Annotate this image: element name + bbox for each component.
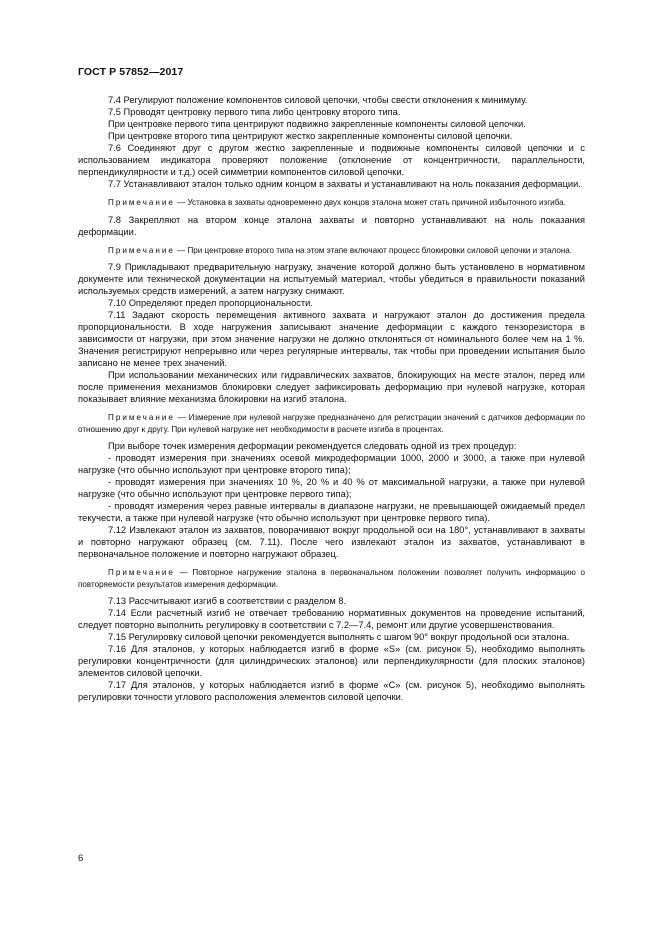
note-text: — При центровке второго типа на этом этапе включают процесс блокировки силовой цепочки и эталона.	[177, 245, 573, 255]
paragraph	[78, 643, 585, 679]
paragraph-text: Рассчитывают изгиб в соответствии с разделом 8.	[128, 596, 347, 606]
document-body	[78, 94, 585, 703]
paragraph-text: При центровке первого типа центрируют подвижно закрепленные компоненты силовой цепочки.	[108, 119, 526, 129]
paragraph	[78, 369, 585, 405]
paragraph-text: Проводят центровку первого типа либо центровку второго типа.	[123, 107, 401, 117]
note-label: Примечание	[108, 413, 175, 422]
paragraph-text: Извлекают эталон из захватов, поворачивают вокруг продольной оси на 180°, устанавливают в захваты и повторно нагружают образец (см. 7.11). После чего извлекают эталон из захватов, устанавливают в первоначальное положение и повторно нагружают образец.	[78, 525, 585, 559]
note	[78, 412, 585, 435]
paragraph-text: Задают скорость перемещения активного захвата и нагружают эталон до достижения предела пропорциональности. В ходе нагружения записывают значение деформации с каждого тензорезистора в зависимости от нагрузки, при этом значение нагрузки не должно отклоняться от номинального более чем на 1 %. Значения регистрируют непрерывно или через регулярные интервалы, так чтобы при проведении испытания было записано не менее трех значений.	[78, 310, 585, 368]
paragraph-text: При использовании механических или гидравлических захватов, блокирующих на месте эталон, перед или после применения механизмов блокировки следует зафиксировать деформацию при нулевой нагрузке, которая показывает влияние механизма блокировки на изгиб эталона.	[78, 370, 585, 404]
paragraph	[78, 118, 585, 130]
paragraph-text: - проводят измерения при значениях 10 %, 20 % и 40 % от максимальной нагрузки, а также при нулевой нагрузке (что обычно используют при центровке первого типа);	[78, 477, 585, 499]
paragraph-text: Прикладывают предварительную нагрузку, значение которой должно быть установлено в нормативном документе или технической документации на испытуемый материал, чтобы убедиться в правильности показаний используемых средств измерений, а затем нагрузку снимают.	[78, 262, 585, 296]
page-number: 6	[78, 853, 84, 864]
note-label: Примечание	[108, 198, 175, 207]
clause-number: 7.16	[108, 644, 127, 654]
paragraph	[78, 679, 585, 703]
clause-number: 7.14	[108, 608, 127, 618]
paragraph	[78, 607, 585, 631]
paragraph-text: Устанавливают эталон только одним концом в захваты и устанавливают на ноль показания деформации.	[123, 179, 581, 189]
list-item	[78, 476, 585, 500]
clause-number: 7.10	[108, 298, 127, 308]
document-header: ГОСТ Р 57852—2017	[78, 66, 184, 78]
paragraph-text: Определяют предел пропорциональности.	[128, 298, 313, 308]
paragraph	[78, 631, 585, 643]
paragraph	[78, 130, 585, 142]
paragraph-text: Закрепляют на втором конце эталона захваты и повторно устанавливают на ноль показания деформации.	[78, 214, 585, 237]
clause-number: 7.15	[108, 632, 127, 642]
clause-number: 7.4	[108, 95, 121, 105]
list-item	[78, 452, 585, 476]
paragraph	[78, 94, 585, 106]
note-label: Примечание	[108, 568, 175, 577]
clause-number: 7.5	[108, 107, 121, 117]
paragraph	[78, 106, 585, 118]
paragraph-text: Если расчетный изгиб не отвечает требованию нормативных документов на проведение испытаний, следует повторно выполнить регулировку в соответствии с 7.2—7.4, ремонт или другие усовершенствования.	[78, 608, 585, 630]
paragraph	[78, 440, 585, 452]
paragraph-text: При центровке второго типа центрируют жестко закрепленные компоненты силовой цепочки.	[108, 131, 513, 141]
paragraph-text: Регулировку силовой цепочки рекомендуется выполнять с шагом 90° вокруг продольной оси эталона.	[128, 632, 570, 642]
paragraph	[78, 178, 585, 190]
paragraph-text: Для эталонов, у которых наблюдается изгиб в форме «С» (см. рисунок 5), необходимо выполнять регулировки точности углового расположения элементов силовой цепочки.	[78, 680, 585, 702]
clause-number: 7.7	[108, 179, 121, 189]
paragraph-text: - проводят измерения через равные интервалы в диапазоне нагрузки, не превышающей ожидаемый предел текучести, а также при нулевой нагрузке (что обычно используют при центровке первого типа).	[78, 501, 585, 523]
paragraph-text: - проводят измерения при значениях осевой микродеформации 1000, 2000 и 3000, а также при нулевой нагрузке (что обычно используют при центровке второго типа);	[78, 453, 585, 475]
paragraph	[78, 261, 585, 297]
note	[78, 567, 585, 590]
clause-number: 7.11	[108, 310, 126, 320]
paragraph-text: При выборе точек измерения деформации рекомендуется следовать одной из трех процедур:	[108, 441, 517, 451]
clause-number: 7.12	[108, 525, 127, 535]
paragraph-text: Для эталонов, у которых наблюдается изгиб в форме «S» (см. рисунок 5), необходимо выполнять регулировки концентричности (для цилиндрических эталонов) или перпендикулярности (для плоских эталонов) элементов силовой цепочки.	[78, 644, 586, 678]
list-item	[78, 500, 585, 524]
clause-number: 7.8	[108, 214, 121, 225]
paragraph	[78, 214, 585, 238]
clause-number: 7.17	[108, 680, 127, 690]
note	[78, 197, 585, 209]
note-text: — Измерение при нулевой нагрузке предназначено для регистрации значений с датчиков деформации по отношению друг к другу. При нулевой нагрузке нет необходимости в расчете изгиба в процентах.	[78, 413, 586, 434]
clause-number: 7.9	[108, 262, 121, 272]
clause-number: 7.13	[108, 596, 127, 606]
note-label: Примечание	[108, 245, 175, 255]
note	[78, 245, 585, 257]
paragraph	[78, 309, 585, 369]
paragraph	[78, 297, 585, 309]
paragraph-text: Регулируют положение компонентов силовой цепочки, чтобы свести отклонения к минимуму.	[123, 95, 528, 105]
paragraph	[78, 524, 585, 560]
clause-number: 7.6	[108, 143, 121, 153]
paragraph	[78, 142, 585, 178]
note-text: — Повторное нагружение эталона в первоначальном положении позволяет получить информацию о повторяемости результатов измерения деформации.	[78, 568, 585, 589]
paragraph	[78, 595, 585, 607]
note-text: — Установка в захваты одновременно двух концов эталона может стать причиной избыточного изгиба.	[177, 198, 566, 207]
paragraph-text: Соединяют друг с другом жестко закрепленные и подвижные компоненты силовой цепочки и с использованием индикатора проверяют положение (отклонение от концентричности, параллельности, перпендикулярности и т.д.) осей симметрии компонентов силовой цепочки.	[78, 143, 585, 177]
